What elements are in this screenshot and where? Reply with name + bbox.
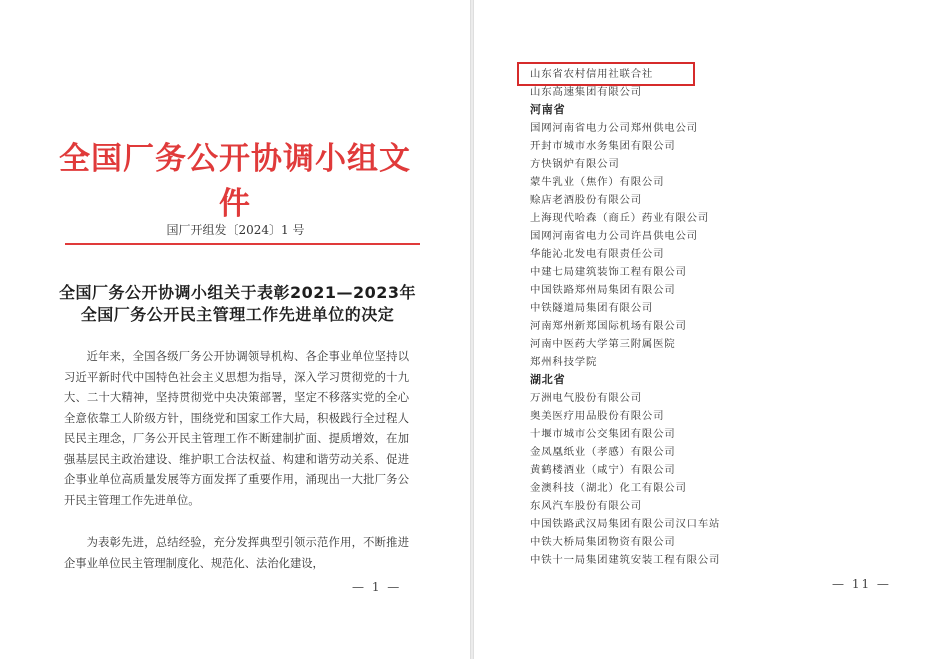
organization-entry: 蒙牛乳业（焦作）有限公司 [530, 176, 665, 188]
organization-entry: 郑州科技学院 [530, 356, 598, 368]
organization-entry: 国网河南省电力公司许昌供电公司 [530, 230, 698, 242]
organization-entry: 国网河南省电力公司郑州供电公司 [530, 122, 698, 134]
organization-entry: 中国铁路武汉局集团有限公司汉口车站 [530, 518, 721, 530]
organization-entry: 万洲电气股份有限公司 [530, 392, 642, 404]
organization-entry: 中国铁路郑州局集团有限公司 [530, 284, 676, 296]
body-paragraph-1: 近年来，全国各级厂务公开协调领导机构、各企事业单位坚持以习近平新时代中国特色社会主义思想为指导，深入学习贯彻党的十九大、二十大精神，坚持贯彻党中央决策部署，坚定不移落实党的全心全意依靠工人阶级方针，围绕党和国家工作大局，积极践行全过程人民民主理念，厂务公开民主管理工作不断建制扩面、提质增效，在加强基层民主政治建设、维护职工合法权益、构建和谐劳动关系、促进企事业单位高质量发展等方面发挥了重要作用，涌现出一大批厂务公开民主管理工作先进单位。 [64, 350, 409, 507]
organization-entry: 中铁大桥局集团物资有限公司 [530, 536, 676, 548]
organization-entry: 中建七局建筑装饰工程有限公司 [530, 266, 687, 278]
left-page [0, 0, 471, 659]
page-number-left: — 1 — [352, 580, 402, 594]
organization-entry: 上海现代哈森（商丘）药业有限公司 [530, 212, 710, 224]
advanced-units-list [530, 62, 720, 569]
right-page [474, 0, 951, 659]
organization-entry: 金澳科技（湖北）化工有限公司 [530, 482, 687, 494]
organization-entry: 河南郑州新郑国际机场有限公司 [530, 320, 687, 332]
document-masthead: 全国厂务公开协调小组文件 [59, 141, 411, 222]
document-number: 国厂开组发〔2024〕1 号 [166, 223, 305, 237]
organization-entry: 河南中医药大学第三附属医院 [530, 338, 676, 350]
organization-entry: 赊店老酒股份有限公司 [530, 194, 642, 206]
organization-entry: 十堰市城市公交集团有限公司 [530, 428, 676, 440]
organization-entry: 方快锅炉有限公司 [530, 158, 620, 170]
highlighted-organization-entry: 山东省农村信用社联合社 [520, 65, 692, 83]
province-heading: 河南省 [530, 103, 566, 116]
organization-entry: 奥美医疗用品股份有限公司 [530, 410, 665, 422]
body-paragraph-2: 为表彰先进，总结经验，充分发挥典型引领示范作用，不断推进企事业单位民主管理制度化、规范化、法治化建设， [64, 536, 409, 570]
red-divider-line [65, 243, 420, 245]
organization-entry: 中铁隧道局集团有限公司 [530, 302, 654, 314]
province-heading: 湖北省 [530, 373, 566, 386]
page-number-right: — 11 — [832, 577, 891, 591]
organization-entry: 华能沁北发电有限责任公司 [530, 248, 665, 260]
organization-entry: 金凤凰纸业（孝感）有限公司 [530, 446, 676, 458]
organization-entry: 山东高速集团有限公司 [530, 86, 642, 98]
organization-entry: 开封市城市水务集团有限公司 [530, 140, 676, 152]
decision-title-line-1: 全国厂务公开协调小组关于表彰2021—2023年 [58, 283, 417, 302]
organization-entry: 中铁十一局集团建筑安装工程有限公司 [530, 554, 721, 566]
organization-entry: 东风汽车股份有限公司 [530, 500, 642, 512]
organization-entry: 黄鹤楼酒业（咸宁）有限公司 [530, 464, 676, 476]
decision-title-line-2: 全国厂务公开民主管理工作先进单位的决定 [80, 305, 395, 324]
